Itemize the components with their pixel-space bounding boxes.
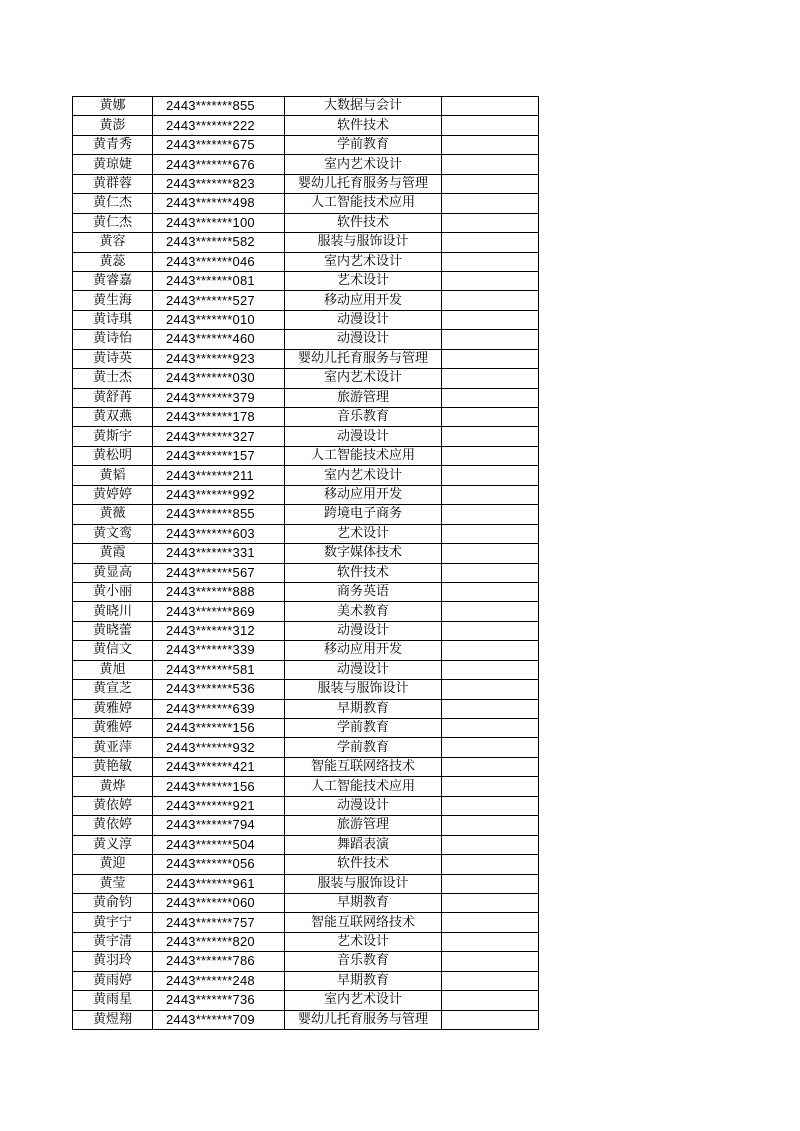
student-name-cell: 黄仁杰	[73, 194, 153, 213]
student-name-cell: 黄宣芝	[73, 680, 153, 699]
major-cell: 动漫设计	[285, 660, 442, 679]
student-id-cell: 2443*******081	[153, 271, 285, 290]
extra-cell	[442, 757, 539, 776]
extra-cell	[442, 349, 539, 368]
extra-cell	[442, 621, 539, 640]
student-id-cell: 2443*******855	[153, 505, 285, 524]
student-id-cell: 2443*******211	[153, 466, 285, 485]
student-name-cell: 黄霞	[73, 544, 153, 563]
student-id-cell: 2443*******460	[153, 330, 285, 349]
student-name-cell: 黄韬	[73, 466, 153, 485]
major-cell: 艺术设计	[285, 524, 442, 543]
student-id-cell: 2443*******178	[153, 408, 285, 427]
major-cell: 学前教育	[285, 738, 442, 757]
student-name-cell: 黄雨婷	[73, 971, 153, 990]
major-cell: 软件技术	[285, 116, 442, 135]
student-name-cell: 黄舒苒	[73, 388, 153, 407]
extra-cell	[442, 1010, 539, 1029]
student-name-cell: 黄艳敏	[73, 757, 153, 776]
table-row	[73, 466, 539, 485]
table-row	[73, 155, 539, 174]
student-id-cell: 2443*******582	[153, 233, 285, 252]
student-id-cell: 2443*******157	[153, 446, 285, 465]
major-cell: 室内艺术设计	[285, 155, 442, 174]
student-name-cell: 黄生海	[73, 291, 153, 310]
student-name-cell: 黄显高	[73, 563, 153, 582]
student-id-cell: 2443*******869	[153, 602, 285, 621]
student-name-cell: 黄诗琪	[73, 310, 153, 329]
major-cell: 智能互联网络技术	[285, 757, 442, 776]
student-id-cell: 2443*******312	[153, 621, 285, 640]
student-id-cell: 2443*******794	[153, 816, 285, 835]
table-row	[73, 641, 539, 660]
extra-cell	[442, 116, 539, 135]
major-cell: 服装与服饰设计	[285, 233, 442, 252]
table-row	[73, 913, 539, 932]
table-row	[73, 174, 539, 193]
table-row	[73, 194, 539, 213]
major-cell: 室内艺术设计	[285, 252, 442, 271]
student-table-body	[73, 97, 539, 1030]
major-cell: 软件技术	[285, 213, 442, 232]
table-row	[73, 602, 539, 621]
student-name-cell: 黄琼婕	[73, 155, 153, 174]
table-row	[73, 563, 539, 582]
major-cell: 服装与服饰设计	[285, 874, 442, 893]
major-cell: 室内艺术设计	[285, 991, 442, 1010]
student-name-cell: 黄依婷	[73, 796, 153, 815]
major-cell: 学前教育	[285, 719, 442, 738]
table-row	[73, 660, 539, 679]
major-cell: 动漫设计	[285, 621, 442, 640]
student-id-cell: 2443*******498	[153, 194, 285, 213]
table-row	[73, 738, 539, 757]
major-cell: 服装与服饰设计	[285, 680, 442, 699]
student-id-cell: 2443*******736	[153, 991, 285, 1010]
extra-cell	[442, 582, 539, 601]
student-name-cell: 黄青秀	[73, 135, 153, 154]
extra-cell	[442, 777, 539, 796]
extra-cell	[442, 408, 539, 427]
table-row	[73, 485, 539, 504]
student-name-cell: 黄小丽	[73, 582, 153, 601]
student-id-cell: 2443*******676	[153, 155, 285, 174]
student-name-cell: 黄文鸾	[73, 524, 153, 543]
student-id-cell: 2443*******379	[153, 388, 285, 407]
student-name-cell: 黄晓蕾	[73, 621, 153, 640]
student-id-cell: 2443*******855	[153, 97, 285, 116]
table-row	[73, 816, 539, 835]
student-id-cell: 2443*******331	[153, 544, 285, 563]
major-cell: 婴幼儿托育服务与管理	[285, 1010, 442, 1029]
table-row	[73, 544, 539, 563]
table-row	[73, 97, 539, 116]
student-name-cell: 黄迎	[73, 855, 153, 874]
student-id-cell: 2443*******222	[153, 116, 285, 135]
extra-cell	[442, 446, 539, 465]
major-cell: 室内艺术设计	[285, 466, 442, 485]
student-id-cell: 2443*******603	[153, 524, 285, 543]
major-cell: 软件技术	[285, 563, 442, 582]
student-name-cell: 黄信文	[73, 641, 153, 660]
table-row	[73, 952, 539, 971]
major-cell: 人工智能技术应用	[285, 194, 442, 213]
extra-cell	[442, 310, 539, 329]
student-id-cell: 2443*******921	[153, 796, 285, 815]
student-name-cell: 黄斯宇	[73, 427, 153, 446]
major-cell: 移动应用开发	[285, 485, 442, 504]
table-row	[73, 699, 539, 718]
major-cell: 跨境电子商务	[285, 505, 442, 524]
major-cell: 舞蹈表演	[285, 835, 442, 854]
major-cell: 人工智能技术应用	[285, 446, 442, 465]
major-cell: 艺术设计	[285, 271, 442, 290]
major-cell: 音乐教育	[285, 952, 442, 971]
table-row	[73, 621, 539, 640]
student-name-cell: 黄婷婷	[73, 485, 153, 504]
student-name-cell: 黄群蓉	[73, 174, 153, 193]
major-cell: 早期教育	[285, 971, 442, 990]
extra-cell	[442, 699, 539, 718]
table-row	[73, 330, 539, 349]
student-name-cell: 黄宇清	[73, 932, 153, 951]
student-name-cell: 黄依婷	[73, 816, 153, 835]
extra-cell	[442, 563, 539, 582]
table-row	[73, 582, 539, 601]
table-row	[73, 855, 539, 874]
student-id-cell: 2443*******675	[153, 135, 285, 154]
student-id-cell: 2443*******992	[153, 485, 285, 504]
major-cell: 艺术设计	[285, 932, 442, 951]
major-cell: 移动应用开发	[285, 641, 442, 660]
extra-cell	[442, 660, 539, 679]
student-name-cell: 黄澎	[73, 116, 153, 135]
major-cell: 动漫设计	[285, 330, 442, 349]
table-row	[73, 349, 539, 368]
student-id-cell: 2443*******060	[153, 893, 285, 912]
extra-cell	[442, 291, 539, 310]
student-id-cell: 2443*******888	[153, 582, 285, 601]
table-row	[73, 233, 539, 252]
major-cell: 旅游管理	[285, 388, 442, 407]
extra-cell	[442, 388, 539, 407]
student-id-cell: 2443*******010	[153, 310, 285, 329]
extra-cell	[442, 97, 539, 116]
extra-cell	[442, 991, 539, 1010]
extra-cell	[442, 816, 539, 835]
student-id-cell: 2443*******932	[153, 738, 285, 757]
major-cell: 大数据与会计	[285, 97, 442, 116]
major-cell: 移动应用开发	[285, 291, 442, 310]
table-row	[73, 991, 539, 1010]
student-id-cell: 2443*******327	[153, 427, 285, 446]
major-cell: 学前教育	[285, 135, 442, 154]
major-cell: 动漫设计	[285, 310, 442, 329]
table-row	[73, 893, 539, 912]
student-name-cell: 黄旭	[73, 660, 153, 679]
student-id-cell: 2443*******581	[153, 660, 285, 679]
student-name-cell: 黄蕊	[73, 252, 153, 271]
table-row	[73, 271, 539, 290]
extra-cell	[442, 505, 539, 524]
student-name-cell: 黄薇	[73, 505, 153, 524]
student-id-cell: 2443*******504	[153, 835, 285, 854]
table-row	[73, 835, 539, 854]
major-cell: 婴幼儿托育服务与管理	[285, 349, 442, 368]
student-name-cell: 黄雅婷	[73, 699, 153, 718]
major-cell: 早期教育	[285, 893, 442, 912]
extra-cell	[442, 855, 539, 874]
table-row	[73, 524, 539, 543]
student-id-cell: 2443*******339	[153, 641, 285, 660]
extra-cell	[442, 485, 539, 504]
table-row	[73, 252, 539, 271]
extra-cell	[442, 641, 539, 660]
student-id-cell: 2443*******961	[153, 874, 285, 893]
extra-cell	[442, 194, 539, 213]
major-cell: 动漫设计	[285, 796, 442, 815]
extra-cell	[442, 135, 539, 154]
student-name-cell: 黄仁杰	[73, 213, 153, 232]
major-cell: 美术教育	[285, 602, 442, 621]
extra-cell	[442, 932, 539, 951]
student-id-cell: 2443*******030	[153, 369, 285, 388]
table-row	[73, 291, 539, 310]
major-cell: 早期教育	[285, 699, 442, 718]
extra-cell	[442, 913, 539, 932]
student-id-cell: 2443*******156	[153, 719, 285, 738]
major-cell: 室内艺术设计	[285, 369, 442, 388]
extra-cell	[442, 233, 539, 252]
extra-cell	[442, 155, 539, 174]
student-name-cell: 黄烨	[73, 777, 153, 796]
student-id-cell: 2443*******056	[153, 855, 285, 874]
student-id-cell: 2443*******823	[153, 174, 285, 193]
table-row	[73, 505, 539, 524]
extra-cell	[442, 738, 539, 757]
table-row	[73, 427, 539, 446]
student-name-cell: 黄亚萍	[73, 738, 153, 757]
extra-cell	[442, 252, 539, 271]
extra-cell	[442, 213, 539, 232]
student-name-cell: 黄雨星	[73, 991, 153, 1010]
extra-cell	[442, 369, 539, 388]
student-name-cell: 黄义淳	[73, 835, 153, 854]
extra-cell	[442, 330, 539, 349]
major-cell: 智能互联网络技术	[285, 913, 442, 932]
major-cell: 音乐教育	[285, 408, 442, 427]
extra-cell	[442, 719, 539, 738]
table-row	[73, 777, 539, 796]
extra-cell	[442, 874, 539, 893]
student-id-cell: 2443*******248	[153, 971, 285, 990]
table-row	[73, 680, 539, 699]
table-row	[73, 135, 539, 154]
student-table	[72, 96, 539, 1030]
table-row	[73, 971, 539, 990]
major-cell: 动漫设计	[285, 427, 442, 446]
extra-cell	[442, 952, 539, 971]
table-row	[73, 932, 539, 951]
major-cell: 商务英语	[285, 582, 442, 601]
student-id-cell: 2443*******156	[153, 777, 285, 796]
student-id-cell: 2443*******046	[153, 252, 285, 271]
student-id-cell: 2443*******709	[153, 1010, 285, 1029]
student-id-cell: 2443*******639	[153, 699, 285, 718]
student-name-cell: 黄莹	[73, 874, 153, 893]
extra-cell	[442, 602, 539, 621]
major-cell: 旅游管理	[285, 816, 442, 835]
major-cell: 婴幼儿托育服务与管理	[285, 174, 442, 193]
student-name-cell: 黄诗英	[73, 349, 153, 368]
student-name-cell: 黄煜翔	[73, 1010, 153, 1029]
table-row	[73, 796, 539, 815]
student-name-cell: 黄容	[73, 233, 153, 252]
table-row	[73, 408, 539, 427]
table-row	[73, 310, 539, 329]
table-row	[73, 213, 539, 232]
student-id-cell: 2443*******527	[153, 291, 285, 310]
student-id-cell: 2443*******820	[153, 932, 285, 951]
table-row	[73, 719, 539, 738]
extra-cell	[442, 174, 539, 193]
extra-cell	[442, 971, 539, 990]
student-name-cell: 黄睿嘉	[73, 271, 153, 290]
student-name-cell: 黄娜	[73, 97, 153, 116]
table-row	[73, 1010, 539, 1029]
student-name-cell: 黄松明	[73, 446, 153, 465]
table-row	[73, 874, 539, 893]
student-id-cell: 2443*******923	[153, 349, 285, 368]
major-cell: 数字媒体技术	[285, 544, 442, 563]
student-name-cell: 黄宇宁	[73, 913, 153, 932]
extra-cell	[442, 271, 539, 290]
major-cell: 人工智能技术应用	[285, 777, 442, 796]
table-row	[73, 388, 539, 407]
extra-cell	[442, 427, 539, 446]
student-name-cell: 黄晓川	[73, 602, 153, 621]
student-name-cell: 黄羽玲	[73, 952, 153, 971]
table-row	[73, 116, 539, 135]
extra-cell	[442, 466, 539, 485]
table-row	[73, 369, 539, 388]
table-row	[73, 757, 539, 776]
student-id-cell: 2443*******100	[153, 213, 285, 232]
student-name-cell: 黄雅婷	[73, 719, 153, 738]
table-row	[73, 446, 539, 465]
student-name-cell: 黄俞钧	[73, 893, 153, 912]
extra-cell	[442, 680, 539, 699]
student-id-cell: 2443*******421	[153, 757, 285, 776]
extra-cell	[442, 835, 539, 854]
extra-cell	[442, 524, 539, 543]
extra-cell	[442, 893, 539, 912]
major-cell: 软件技术	[285, 855, 442, 874]
student-name-cell: 黄士杰	[73, 369, 153, 388]
extra-cell	[442, 796, 539, 815]
student-id-cell: 2443*******567	[153, 563, 285, 582]
student-name-cell: 黄诗怡	[73, 330, 153, 349]
extra-cell	[442, 544, 539, 563]
student-id-cell: 2443*******786	[153, 952, 285, 971]
student-id-cell: 2443*******757	[153, 913, 285, 932]
student-name-cell: 黄双燕	[73, 408, 153, 427]
student-id-cell: 2443*******536	[153, 680, 285, 699]
